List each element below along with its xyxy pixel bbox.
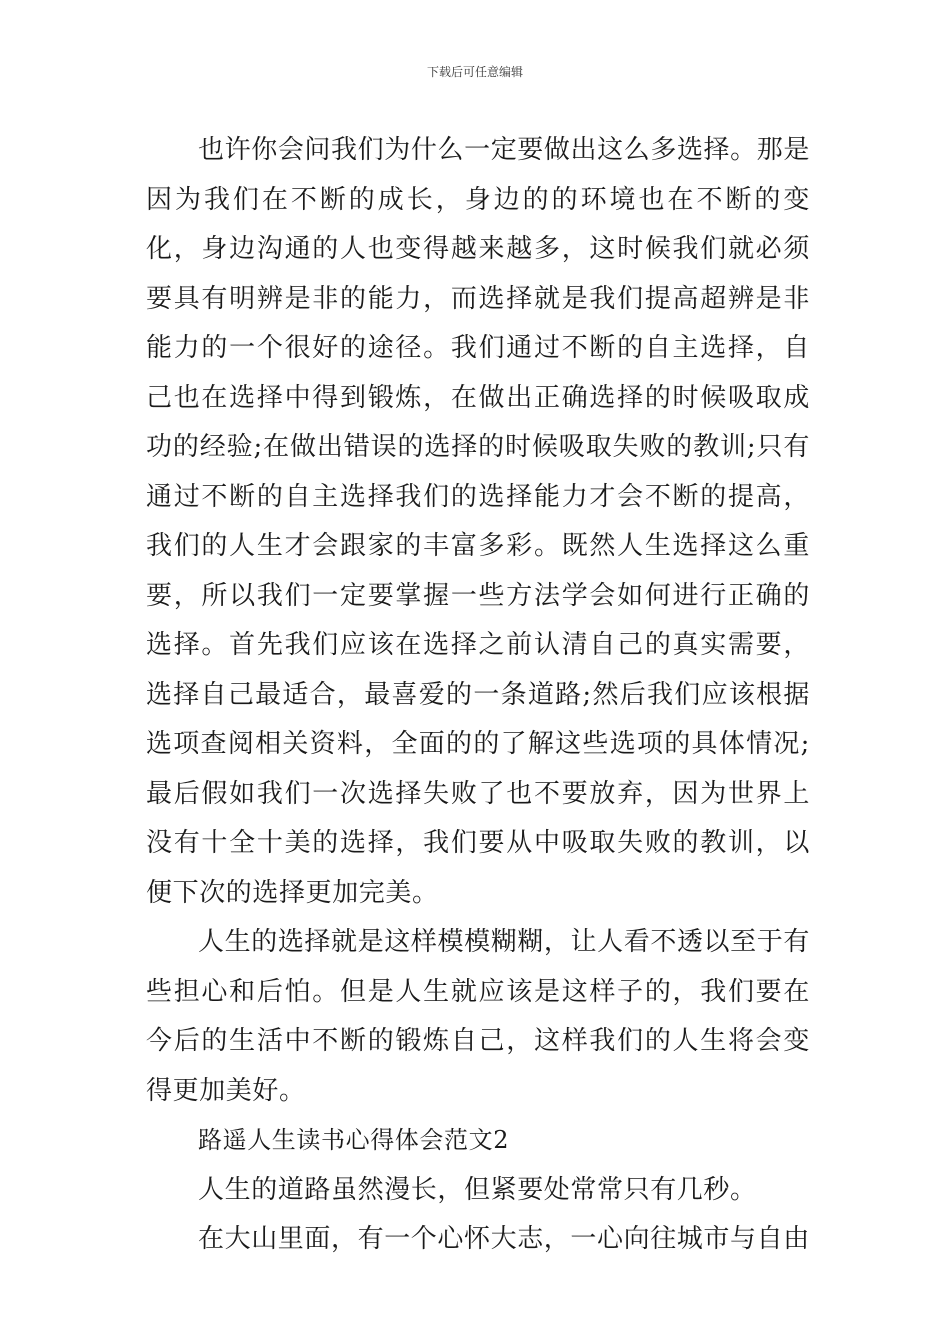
page-header: 下载后可任意编辑 <box>426 65 523 79</box>
section-heading: 路遥人生读书心得体会范文2 <box>198 1126 510 1154</box>
paragraph-choices-importance: 也许你会问我们为什么一定要做出这么多选择。那是因为我们在不断的成长，身边的的环境也在不断的变化，身边沟通的人也变得越来越多，这时候我们就必须要具有明辨是非的能力，而选择就是我们提高超辨是非能力的一个很好的途径。我们通过不断的自主选择，自己也在选择中得到锻炼，在做出正确选择的时候吸取成功的经验;在做出错误的选择的时候吸取失败的教训;只有通过不断的自主选择我们的选择能力才会不断的提高，我们的人生才会跟家的丰富多彩。既然人生选择这么重要，所以我们一定要掌握一些方法学会如何进行正确的选择。首先我们应该在选择之前认清自己的真实需要，选择自己最适合，最喜爱的一条道路;然后我们应该根据选项查阅相关资料，全面的的了解这些选项的具体情况;最后假如我们一次选择失败了也不要放弃，因为世界上没有十全十美的选择，我们要从中吸取失败的教训，以便下次的选择更加完美。 <box>146 135 810 908</box>
paragraph-mountain-story: 在大山里面，有一个心怀大志，一心向往城市与自由 <box>198 1224 810 1254</box>
paragraph-life-choices: 人生的选择就是这样模模糊糊，让人看不透以至于有些担心和后怕。但是人生就应该是这样子的，我们要在今后的生活中不断的锻炼自己，这样我们的人生将会变得更加美好。 <box>146 927 810 1106</box>
paragraph-road-of-life: 人生的道路虽然漫长，但紧要处常常只有几秒。 <box>198 1174 757 1205</box>
document-body <box>146 126 810 1265</box>
